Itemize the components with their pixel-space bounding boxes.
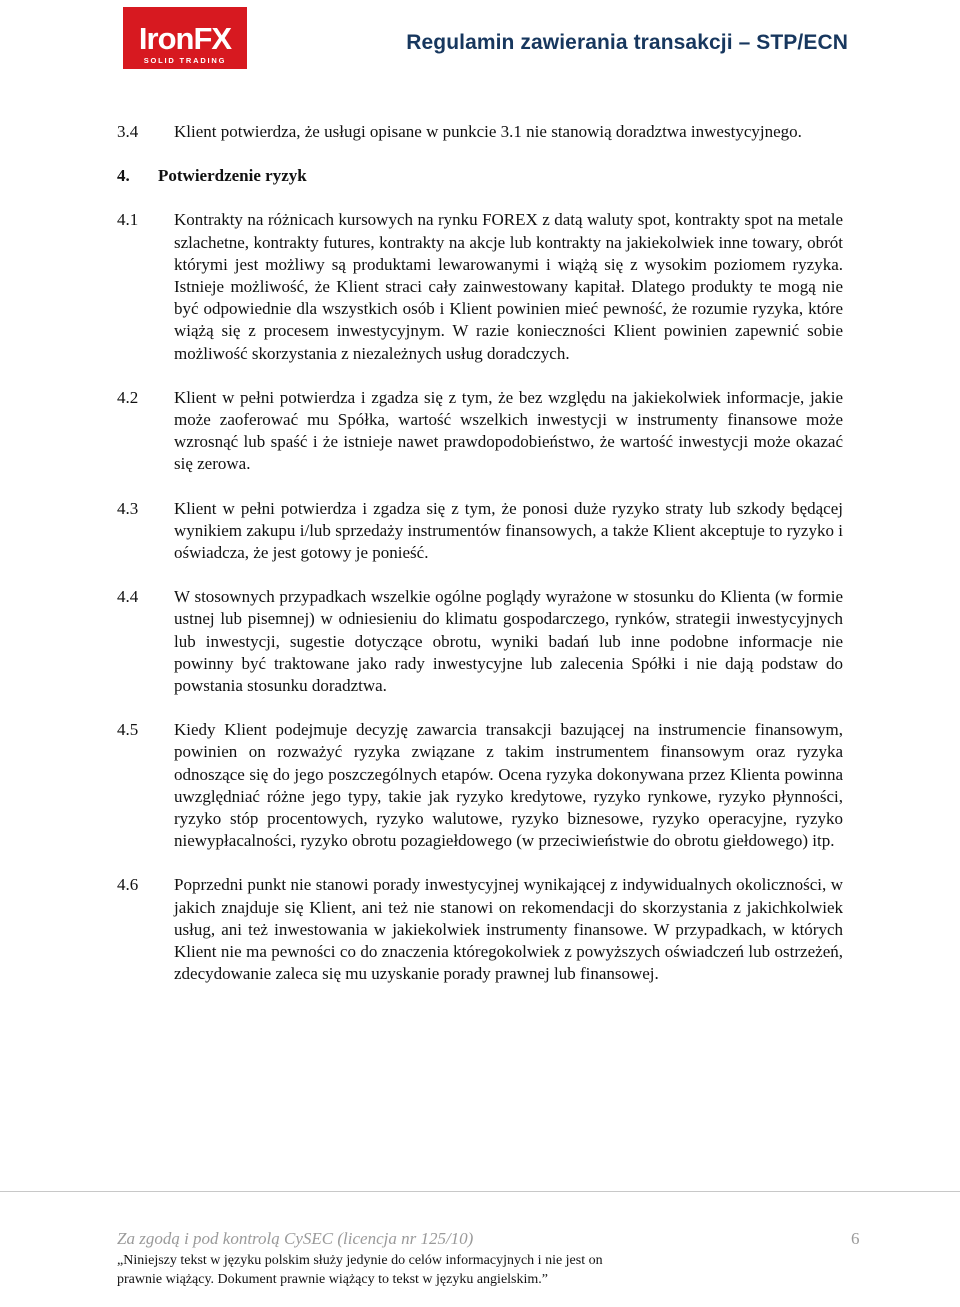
clause-4-2 <box>117 387 843 476</box>
section-4-heading <box>117 165 843 187</box>
clause-number: 4.6 <box>117 875 139 895</box>
document-title: Regulamin zawierania transakcji – STP/ECN <box>406 31 848 54</box>
section-title: Potwierdzenie ryzyk <box>158 166 307 186</box>
clause-text: Klient w pełni potwierdza i zgadza się z tym, że ponosi duże ryzyko straty lub szkody będącej wynikiem zakupu i/lub sprzedaży instrumentów finansowych, a także Klient akceptuje to ryzyko i oświadcza, że jest gotowy je ponieść. <box>174 498 843 563</box>
clause-text: Klient potwierdza, że usługi opisane w punkcie 3.1 nie stanowią doradztwa inwestycyjnego. <box>174 122 802 141</box>
clause-text: Poprzedni punkt nie stanowi porady inwestycyjnej wynikającej z indywidualnych okoliczności, w jakich znajduje się Klient, ani też nie stanowi on rekomendacji do skorzystania z jakichkolwiek usług, ani też inwestowania w jakiekolwiek instrumenty finansowe. W przypadkach, w których Klient nie ma pewności co do znaczenia któregokolwiek z powyższych oświadczeń lub ostrzeżeń, zdecydowanie zaleca się mu uzyskanie porady prawnej lub finansowej. <box>174 875 843 984</box>
clause-4-5 <box>117 719 843 852</box>
clause-number: 3.4 <box>117 122 139 141</box>
clause-4-1 <box>117 209 843 364</box>
clause-text: Klient w pełni potwierdza i zgadza się z tym, że bez względu na jakiekolwiek informacje, jakie może zaoferować mu Spółka, wartość wszelkich inwestycji w instrumenty finansowe może wzrosnąć lub spaść i że istnieje nawet prawdopodobieństwo, że wartość inwestycji może okazać się zerowa. <box>174 387 843 474</box>
clause-number: 4.5 <box>117 720 139 740</box>
clause-number: 4.1 <box>117 210 139 230</box>
clause-4-4 <box>117 586 843 697</box>
clause-text: Kiedy Klient podejmuje decyzję zawarcia transakcji bazującej na instrumencie finansowym, powinien on rozważyć ryzyka związane z takim instrumentem finansowym oraz ryzyka odnoszące się do jego poszczególnych etapów. Ocena ryzyka dokonywana przez Klienta powinna uwzględniać różne jego typy, takie jak ryzyko kredytowe, ryzyko rynkowe, ryzyko płynności, ryzyko stóp procentowych, ryzyko walutowe, ryzyko biznesowe, ryzyko operacyjne, ryzyko niewypłacalności, ryzyko obrotu pozagiełdowego (w przeciwieństwie do obrotu giełdowego) itp. <box>174 720 843 851</box>
page-number: 6 <box>851 1229 860 1248</box>
footer-disclaimer: „Niniejszy tekst w języku polskim służy jedynie do celów informacyjnych i nie jest on prawnie wiążący. Dokument prawnie wiążący to tekst w języku angielskim.” <box>117 1253 603 1287</box>
footer-license: Za zgodą i pod kontrolą CySEC (licencja nr 125/10) <box>117 1229 474 1248</box>
logo-main-text: IronFX <box>138 21 232 56</box>
clause-text: W stosownych przypadkach wszelkie ogólne poglądy wyrażone w stosunku do Klienta (w formie ustnej lub pisemnej) w odniesieniu do klimatu gospodarczego, rynków, strategii inwestycyjnych lub inwestycji, sugestie dotyczące obrotu, wyniki badań lub inne podobne informacje nie powinny być traktowane jako rady inwestycyjne lub zalecenia Spółki i nie dają podstaw do powstania stosunku doradztwa. <box>174 587 843 696</box>
ironfx-logo-mark <box>123 7 247 69</box>
ironfx-logo <box>123 7 247 69</box>
clause-4-6 <box>117 874 843 985</box>
clause-text: Kontrakty na różnicach kursowych na rynku FOREX z datą waluty spot, kontrakty spot na metale szlachetne, kontrakty futures, kontrakty na akcje lub kontrakty na jakiekolwiek inne towary, obrót którymi jest możliwy są produktami lewarowanymi i wiążą się z wysokim poziomem ryzyka. Istnieje możliwość, że Klient straci cały zainwestowany kapitał. Dlatego produkty te mogą nie być odpowiednie dla wszystkich osób i Klient powinien mieć pewność, że rozumie ryzyka, które wiążą się z procesem inwestycyjnym. W razie konieczności Klient powinien zapewnić sobie możliwość skorzystania z niezależnych usług doradczych. <box>174 210 843 363</box>
logo-tagline: SOLID TRADING <box>143 56 227 65</box>
clause-number: 4.4 <box>117 587 139 607</box>
document-body <box>117 121 843 1008</box>
section-number: 4. <box>117 166 130 186</box>
footer-divider <box>0 1191 960 1192</box>
clause-3-4 <box>117 121 843 143</box>
clause-number: 4.2 <box>117 387 139 407</box>
clause-number: 4.3 <box>117 498 139 518</box>
clause-4-3 <box>117 498 843 565</box>
